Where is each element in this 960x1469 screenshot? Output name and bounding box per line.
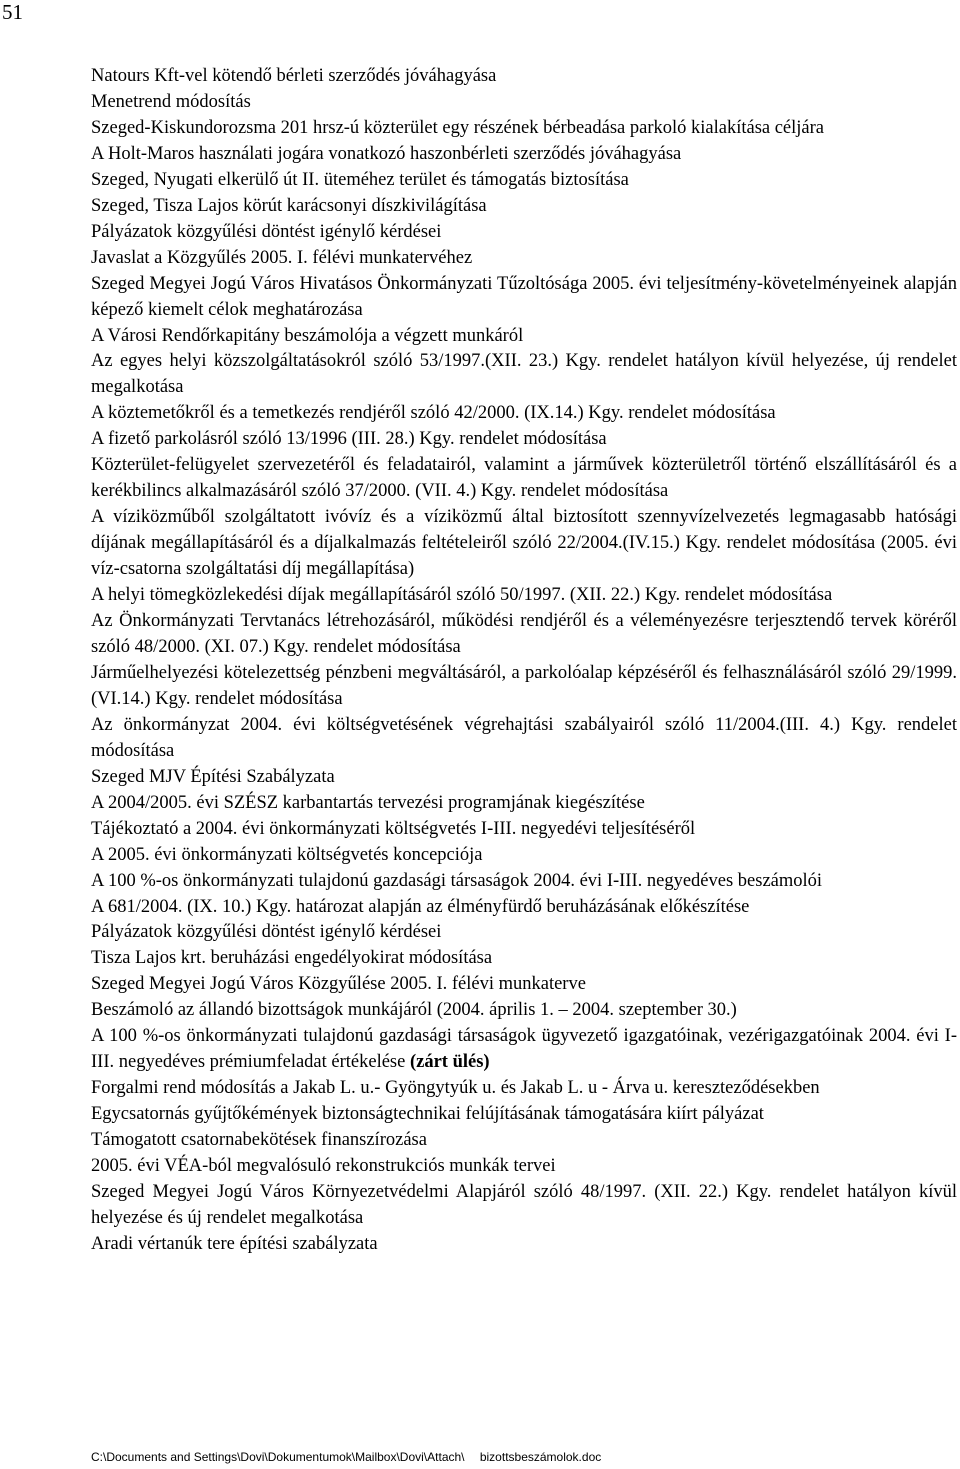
agenda-item (91, 1102, 957, 1128)
agenda-item (91, 998, 957, 1024)
agenda-item-text: Az egyes helyi közszolgáltatásokról szóló 53/1997.(XII. 23.) Kgy. rendelet hatályon kívül helyezése, új rendelet megalkotása (91, 351, 957, 398)
agenda-item (91, 765, 957, 791)
agenda-item (91, 583, 957, 609)
agenda-item-text: A fizető parkolásról szóló 13/1996 (III. 28.) Kgy. rendelet módosítása (91, 429, 607, 450)
agenda-item-text: A 100 %-os önkormányzati tulajdonú gazdasági társaságok ügyvezető igazgatóinak, vezérigazgatóinak 2004. évi I-III. negyedéves prémiumfeladat értékelése (91, 1026, 957, 1073)
agenda-item-text: Beszámoló az állandó bizottságok munkájáról (2004. április 1. – 2004. szeptember 30.) (91, 1000, 737, 1021)
agenda-item (91, 946, 957, 972)
agenda-list (91, 64, 957, 1258)
agenda-item (91, 920, 957, 946)
agenda-item (91, 1076, 957, 1102)
agenda-item (91, 168, 957, 194)
agenda-item-text: Aradi vértanúk tere építési szabályzata (91, 1233, 378, 1254)
agenda-item (91, 817, 957, 843)
agenda-item (91, 843, 957, 869)
agenda-item (91, 116, 957, 142)
agenda-item-text: A 100 %-os önkormányzati tulajdonú gazdasági társaságok 2004. évi I-III. negyedéves beszámolói (91, 870, 823, 891)
agenda-item-text: Tisza Lajos krt. beruházási engedélyokirat módosítása (91, 948, 493, 969)
agenda-item (91, 427, 957, 453)
agenda-item-text: Közterület-felügyelet szervezetéről és feladatairól, valamint a járművek közterületről történő elszállításáról és a kerékbilincs alkalmazásáról szóló 37/2000. (VII. 4.) Kgy. rendelet módosítása (91, 455, 957, 502)
agenda-item-text: Natours Kft-vel kötendő bérleti szerződés jóváhagyása (91, 66, 497, 86)
agenda-item-text: A 2004/2005. évi SZÉSZ karbantartás tervezési programjának kiegészítése (91, 792, 645, 813)
agenda-item-text: 2005. évi VÉA-ból megvalósuló rekonstrukciós munkák tervei (91, 1156, 556, 1177)
document-footer (91, 1450, 957, 1464)
agenda-item-text: A Városi Rendőrkapitány beszámolója a végzett munkáról (91, 325, 524, 346)
agenda-item (91, 64, 957, 90)
agenda-item (91, 324, 957, 350)
agenda-item-text: Az Önkormányzati Tervtanács létrehozásáról, működési rendjéről és a véleményezésre terjesztendő tervek köréről szóló 48/2000. (XI. 07.) Kgy. rendelet módosítása (91, 611, 957, 657)
footer-file-name: bizottsbeszámolok.doc (479, 1450, 602, 1464)
agenda-item-text: A víziközműből szolgáltatott ivóvíz és a víziközmű által biztosított szennyvízelvezetés legmagasabb hatósági díjának megállapításáról és a díjalkalmazás feltételeiről szóló 22/2004.(IV.15.) Kgy. rendelet módosítása (2005. évi víz-csatorna szolgáltatási díj megállapítása) (91, 507, 957, 580)
agenda-item-text: A 2005. évi önkormányzati költségvetés koncepciója (91, 844, 483, 865)
agenda-item-text: Szeged, Nyugati elkerülő út II. üteméhez terület és támogatás biztosítása (91, 169, 629, 190)
agenda-item (91, 401, 957, 427)
agenda-item (91, 272, 957, 324)
agenda-item (91, 1232, 957, 1258)
agenda-item (91, 1180, 957, 1232)
agenda-item-text: A köztemetőkről és a temetkezés rendjéről szóló 42/2000. (IX.14.) Kgy. rendelet módosítása (91, 403, 776, 424)
agenda-item-text: Járműelhelyezési kötelezettség pénzbeni megváltásáról, a parkolóalap képzéséről és felhasználásáról szóló 29/1999.(VI.14.) Kgy. rendelet módosítása (91, 662, 957, 709)
agenda-item-text: Szeged MJV Építési Szabályzata (91, 766, 335, 787)
agenda-item (91, 609, 957, 661)
agenda-item-text: A Holt-Maros használati jogára vonatkozó haszonbérleti szerződés jóváhagyása (91, 143, 682, 164)
footer-file-path: C:\Documents and Settings\Dovi\Dokumentumok\Mailbox\Dovi\Attach\ (91, 1450, 465, 1464)
agenda-item-text: Forgalmi rend módosítás a Jakab L. u.- Gyöngytyúk u. és Jakab L. u - Árva u. kereszteződésekben (91, 1078, 820, 1099)
agenda-item-text: Egycsatornás gyűjtőkémények biztonságtechnikai felújításának támogatására kiírt pályázat (91, 1104, 764, 1125)
agenda-item (91, 869, 957, 895)
agenda-item-text: Pályázatok közgyűlési döntést igénylő kérdései (91, 922, 442, 943)
agenda-item (91, 90, 957, 116)
agenda-item-text: Tájékoztató a 2004. évi önkormányzati költségvetés I-III. negyedévi teljesítéséről (91, 818, 696, 839)
agenda-item-text: Pályázatok közgyűlési döntést igénylő kérdései (91, 221, 442, 242)
agenda-item-bold-note: (zárt ülés) (409, 1052, 490, 1073)
agenda-item-text: Szeged, Tisza Lajos körút karácsonyi díszkivilágítása (91, 195, 487, 216)
agenda-item-text: Menetrend módosítás (91, 91, 251, 112)
agenda-item (91, 1024, 957, 1076)
agenda-item (91, 713, 957, 765)
agenda-item (91, 1128, 957, 1154)
agenda-item-text: A helyi tömegközlekedési díjak megállapításáról szóló 50/1997. (XII. 22.) Kgy. rendelet módosítása (91, 585, 833, 606)
agenda-item (91, 1154, 957, 1180)
agenda-item (91, 505, 957, 583)
agenda-item (91, 453, 957, 505)
agenda-item (91, 661, 957, 713)
page-number: 51 (2, 0, 23, 24)
agenda-item (91, 791, 957, 817)
agenda-item-text: A 681/2004. (IX. 10.) Kgy. határozat alapján az élményfürdő beruházásának előkészítése (91, 896, 750, 917)
agenda-item-text: Szeged Megyei Jogú Város Hivatásos Önkormányzati Tűzoltósága 2005. évi teljesítmény-követelményeinek alapján képező kiemelt célok meghatározása (91, 273, 957, 320)
agenda-item-text: Támogatott csatornabekötések finanszírozása (91, 1130, 427, 1151)
agenda-item-text: Szeged Megyei Jogú Város Környezetvédelmi Alapjáról szóló 48/1997. (XII. 22.) Kgy. rendelet hatályon kívül helyezése és új rendelet megalkotása (91, 1181, 957, 1228)
agenda-item (91, 349, 957, 401)
agenda-item-text: Javaslat a Közgyűlés 2005. I. félévi munkatervéhez (91, 247, 473, 268)
agenda-item (91, 895, 957, 921)
agenda-item (91, 220, 957, 246)
agenda-item (91, 246, 957, 272)
agenda-item (91, 972, 957, 998)
agenda-item (91, 142, 957, 168)
agenda-item-text: Az önkormányzat 2004. évi költségvetésének végrehajtási szabályairól szóló 11/2004.(III. 4.) Kgy. rendelet módosítása (91, 714, 957, 761)
agenda-item-text: Szeged Megyei Jogú Város Közgyűlése 2005. I. félévi munkaterve (91, 974, 586, 995)
agenda-item (91, 194, 957, 220)
agenda-item-text: Szeged-Kiskundorozsma 201 hrsz-ú közterület egy részének bérbeadása parkoló kialakítása céljára (91, 117, 825, 138)
